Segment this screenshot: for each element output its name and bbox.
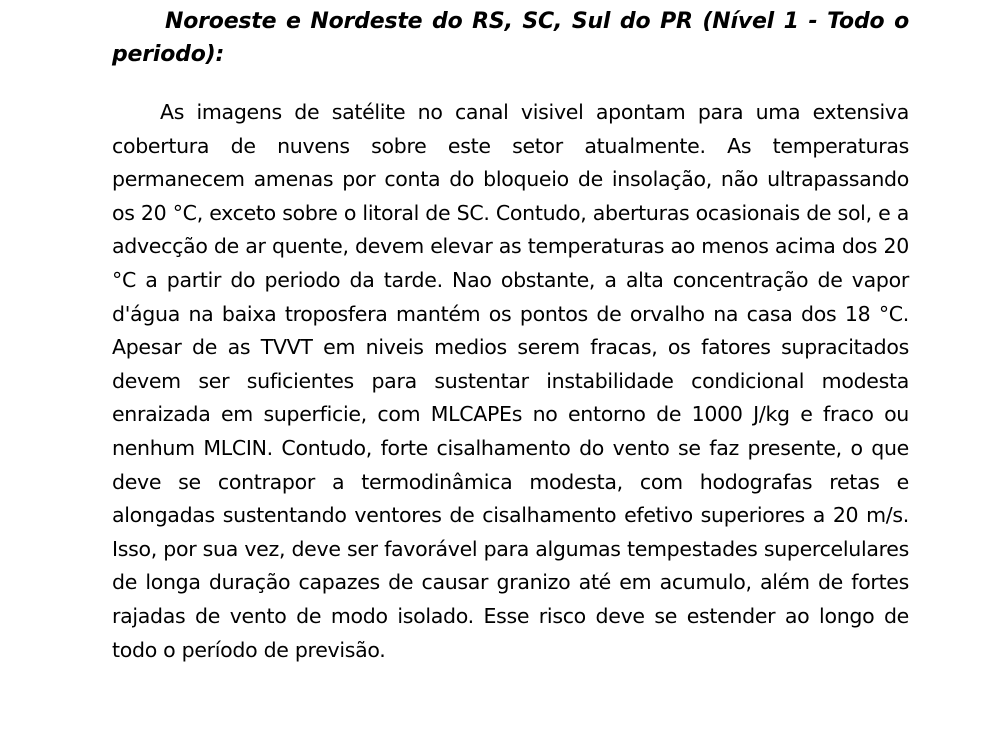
forecast-paragraph: As imagens de satélite no canal visivel apontam para uma extensiva cobertura de nuvens sobre este setor atualmente. As temperaturas permanecem amenas por conta do bloqueio de insolação, não ultrapassando os 20 °C, exceto sobre o litoral de SC. Contudo, aberturas ocasionais de sol, e a advecção de ar quente, devem elevar as temperaturas ao menos acima dos 20 °C a partir do periodo da tarde. Nao obstante, a alta concentração de vapor d'água na baixa troposfera mantém os pontos de orvalho na casa dos 18 °C. Apesar de as TVVT em niveis medios serem fracas, os fatores supracitados devem ser suficientes para sustentar instabilidade condicional modesta enraizada em superficie, com MLCAPEs no entorno de 1000 J/kg e fraco ou nenhum MLCIN. Contudo, forte cisalhamento do vento se faz presente, o que deve se contrapor a termodinâmica modesta, com hodografas retas e alongadas sustentando ventores de cisalhamento efetivo superiores a 20 m/s. Isso, por sua vez, deve ser favorável para algumas tempestades supercelulares de longa duração capazes de causar granizo até em acumulo, além de fortes rajadas de vento de modo isolado. Esse risco deve se estender ao longo de todo o período de previsão. (112, 100, 909, 662)
region-heading: Noroeste e Nordeste do RS, SC, Sul do PR (Nível 1 - Todo o periodo): (112, 9, 909, 67)
